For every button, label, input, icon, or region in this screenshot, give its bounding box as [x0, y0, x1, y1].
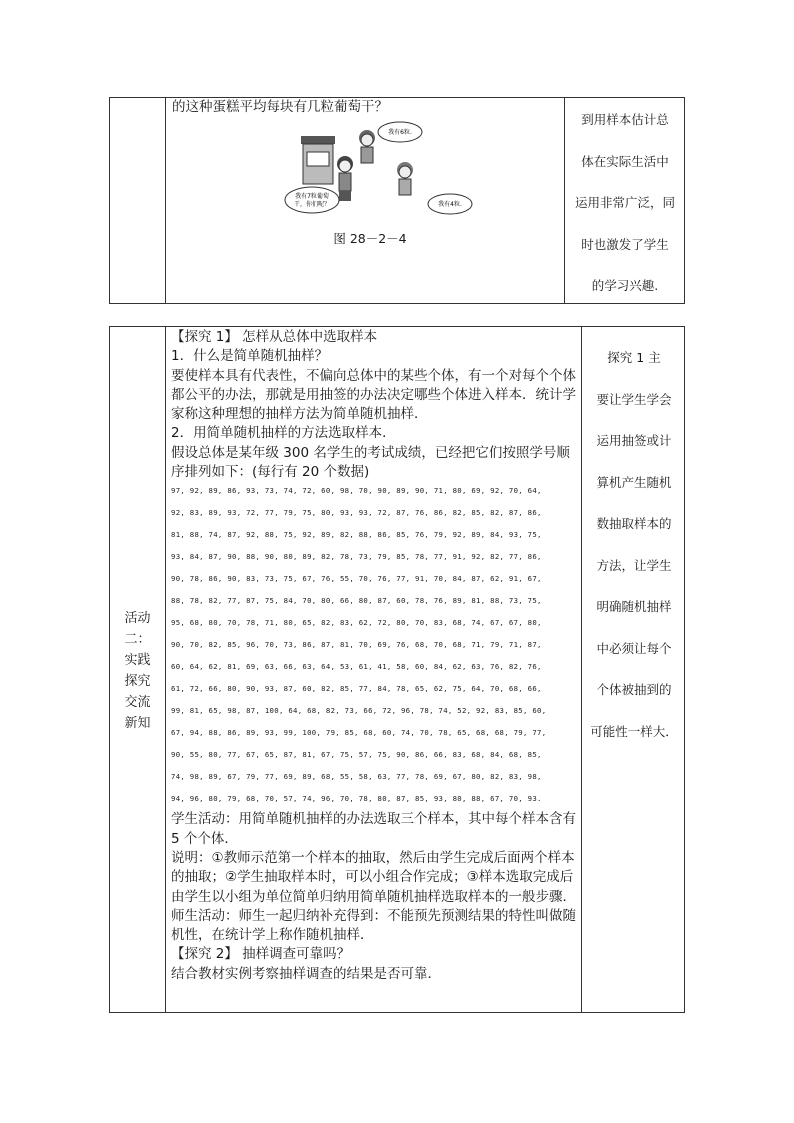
kid-b-face: [339, 160, 351, 172]
score-row: 92, 83, 89, 93, 72, 77, 79, 75, 80, 93, 93, 72, 87, 76, 86, 82, 85, 82, 87, 86,: [171, 508, 542, 518]
column-divider: [165, 98, 166, 303]
teacher-activity: 师生活动：师生一起归纳补充得到：不能预先预测结果的特性叫做随机性，在统计学上称作随机抽样．: [171, 907, 576, 944]
score-row: 88, 78, 82, 77, 87, 75, 84, 70, 80, 66, 80, 87, 60, 78, 76, 89, 81, 88, 73, 75,: [171, 596, 542, 606]
note-line: 到用样本估计总: [581, 112, 669, 127]
score-data: [171, 480, 579, 810]
score-row: 61, 72, 66, 80, 90, 93, 87, 60, 82, 85, 77, 84, 78, 65, 62, 75, 64, 70, 68, 66,: [171, 684, 542, 694]
note-line: 个体被抽到的: [596, 682, 672, 697]
bubble-c-text: 我有4粒.: [438, 201, 462, 208]
speech-bubble-c: [428, 194, 472, 214]
activity-label: [110, 608, 165, 734]
score-row: 93, 84, 87, 90, 88, 90, 80, 89, 82, 78, 73, 79, 85, 78, 77, 91, 92, 82, 77, 86,: [171, 552, 542, 562]
score-row: 81, 88, 74, 87, 92, 88, 75, 92, 89, 82, 88, 86, 85, 76, 79, 92, 89, 84, 93, 75,: [171, 530, 542, 540]
figure-caption: 图 28－2－4: [333, 231, 407, 246]
note-line: 运用抽签或计: [596, 433, 672, 448]
score-row: 94, 96, 80, 79, 68, 70, 57, 74, 96, 70, 78, 80, 87, 85, 93, 80, 88, 67, 70, 93.: [171, 794, 542, 804]
paragraph-assumption: 假设总体是某年级 300 名学生的考试成绩，已经把它们按照学号顺序排列如下：(每行有 20 个数据): [171, 444, 570, 481]
score-row: 90, 55, 80, 77, 67, 65, 87, 81, 67, 75, 57, 75, 90, 86, 66, 83, 68, 84, 68, 85,: [171, 750, 542, 760]
paragraph-definition: 要使样本具有代表性，不偏向总体中的某些个体，有一个对每个个体都公平的办法，那就是用抽签的办法决定哪些个体进入样本．统计学家称这种理想的抽样方法为简单随机抽样．: [171, 367, 576, 423]
cake-illustration: [265, 118, 505, 228]
score-row: 95, 68, 80, 70, 78, 71, 80, 65, 82, 83, 62, 72, 80, 70, 83, 68, 74, 67, 67, 80,: [171, 618, 542, 628]
stall-window: [307, 152, 329, 166]
note-line: 方法，让学生: [596, 557, 672, 573]
paragraph-reliability: 结合教材实例考察抽样调查的结果是否可靠．: [171, 965, 441, 982]
kid-a-face: [361, 134, 373, 146]
score-row: 60, 64, 62, 81, 69, 63, 66, 63, 64, 53, 61, 41, 58, 60, 84, 62, 63, 76, 82, 76,: [171, 662, 542, 672]
explanation: 说明：①教师示范第一个样本的抽取，然后由学生完成后面两个样本的抽取；②学生抽取样本时，可以小组合作完成；③样本选取完成后由学生以小组为单位简单归纳用简单随机抽样选取样本的一般步骤．: [171, 849, 576, 905]
note-line: 数抽取样本的: [596, 516, 672, 531]
activity-label-line: 探究: [124, 674, 151, 689]
speech-bubble-b: [285, 187, 339, 213]
note-line: 中必须让每个: [596, 640, 672, 656]
note-line: 明确随机抽样: [596, 599, 672, 614]
activity-label-line: 活动: [124, 611, 151, 626]
note-line: 的学习兴趣.: [591, 278, 659, 293]
bubble-b-text-1: 我有7粒葡萄: [295, 193, 329, 200]
question-2: 2．用简单随机抽样的方法选取样本．: [171, 425, 396, 442]
bubble-a-text: 我有6粒.: [388, 129, 412, 136]
note-line: 可能性一样大．: [590, 723, 678, 739]
kid-b-legs: [339, 191, 351, 201]
bubble-b-text-2: 干，你们呢？: [293, 201, 331, 208]
student-activity: 学生活动：用简单随机抽样的办法选取三个样本，其中每个样本含有 5 个个体．: [171, 811, 576, 847]
note-line: 算机产生随机: [596, 474, 672, 490]
question-text: 的这种蛋糕平均每块有几粒葡萄干？: [172, 99, 388, 115]
question-1: 1．什么是简单随机抽样？: [171, 348, 329, 365]
activity-label-line: 实践: [124, 653, 151, 668]
score-row: 90, 78, 86, 90, 83, 73, 75, 67, 76, 55, 70, 76, 77, 91, 70, 84, 87, 62, 91, 67,: [171, 574, 542, 584]
column-divider: [165, 327, 166, 1012]
speech-bubble-a: [378, 122, 422, 142]
kid-c-face: [399, 166, 411, 178]
activity-label-line: 交流: [124, 695, 151, 710]
kid-b-body: [339, 173, 351, 191]
explore1-heading: 【探究 1】 怎样从总体中选取样本: [171, 329, 378, 345]
explore2-heading: 【探究 2】 抽样调查可靠吗？: [171, 946, 351, 963]
score-row: 74, 98, 89, 67, 79, 77, 69, 89, 68, 55, 58, 63, 77, 78, 69, 67, 80, 82, 83, 98,: [171, 772, 542, 782]
activity-label-line: 二：: [124, 632, 151, 647]
activity-content: [171, 328, 579, 984]
note-column-activity: [582, 337, 686, 752]
score-row: 99, 81, 65, 98, 87, 100, 64, 68, 82, 73, 66, 72, 96, 78, 74, 52, 92, 83, 85, 60,: [171, 706, 547, 716]
note-line: 运用非常广泛，同: [574, 195, 675, 210]
kid-a-body: [361, 147, 373, 163]
note-line: 要让学生学会: [596, 391, 672, 407]
kid-c-body: [399, 179, 411, 195]
note-column-top: [565, 99, 685, 307]
note-line: 时也激发了学生: [581, 236, 669, 252]
score-row: 90, 70, 82, 85, 96, 70, 73, 86, 87, 81, 70, 69, 76, 68, 70, 68, 71, 79, 71, 87,: [171, 640, 542, 650]
lesson-table-top: [109, 97, 685, 304]
stall-roof: [301, 136, 335, 144]
lesson-table-activity: [109, 326, 685, 1013]
note-line: 探究 1 主: [607, 350, 661, 365]
score-row: 67, 94, 88, 86, 89, 93, 99, 100, 79, 85, 68, 60, 74, 70, 78, 65, 68, 68, 79, 77,: [171, 728, 547, 738]
activity-label-line: 新知: [124, 716, 151, 731]
note-line: 体在实际生活中: [581, 153, 669, 169]
score-row: 97, 92, 89, 86, 93, 73, 74, 72, 60, 98, 70, 90, 89, 90, 71, 80, 69, 92, 70, 64,: [171, 486, 542, 496]
